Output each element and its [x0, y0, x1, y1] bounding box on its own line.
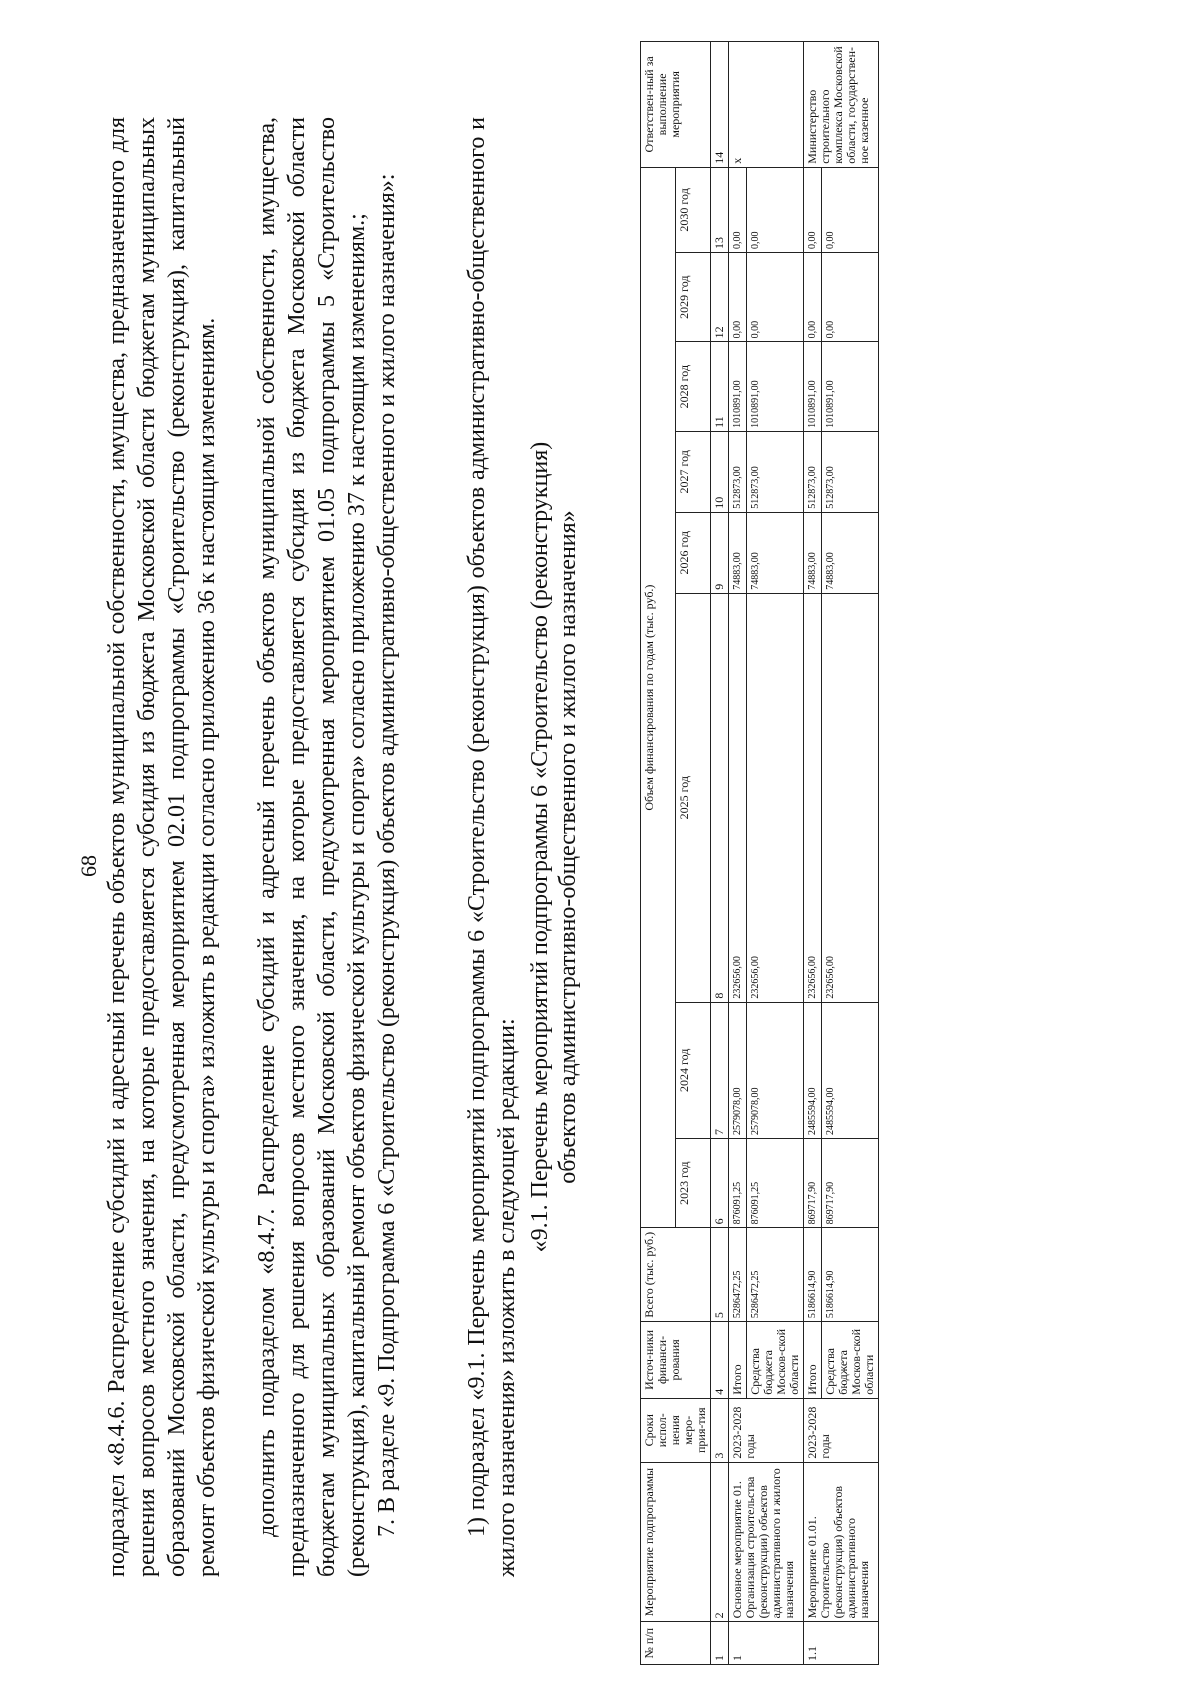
- row-source: Итого: [804, 1322, 822, 1399]
- row-2024: 2579078,00: [747, 1002, 804, 1138]
- row-2025: 232656,00: [729, 593, 747, 1002]
- row-2029: 0,00: [822, 252, 879, 341]
- header-year: 2028 год: [676, 342, 711, 431]
- financing-table: [640, 41, 879, 1665]
- header-responsible: Ответствен-ный за выполнение мероприятия: [641, 42, 711, 168]
- header-volume: Объем финансирования по годам (тыс. руб.): [641, 167, 676, 1228]
- column-number: 6: [711, 1138, 729, 1227]
- column-number: 3: [711, 1398, 729, 1462]
- table-row: [804, 42, 822, 1665]
- row-2025: 232656,00: [822, 593, 879, 1002]
- row-responsible: х: [729, 42, 804, 168]
- row-2026: 74883,00: [729, 512, 747, 593]
- header-year: 2025 год: [676, 593, 711, 1002]
- row-2023: 869717,90: [822, 1138, 879, 1227]
- row-2027: 512873,00: [804, 431, 822, 512]
- row-2027: 512873,00: [822, 431, 879, 512]
- row-2029: 0,00: [804, 252, 822, 341]
- column-number: 9: [711, 512, 729, 593]
- header-num: № п/п: [641, 1622, 711, 1665]
- column-number: 8: [711, 593, 729, 1002]
- row-2027: 512873,00: [729, 431, 747, 512]
- row-2026: 74883,00: [747, 512, 804, 593]
- header-year: 2023 год: [676, 1138, 711, 1227]
- row-2027: 512873,00: [747, 431, 804, 512]
- header-total: Всего (тыс. руб.): [641, 1228, 711, 1322]
- row-total: 5286472,25: [747, 1228, 804, 1322]
- row-terms: 2023-2028 годы: [729, 1398, 804, 1462]
- row-2024: 2579078,00: [729, 1002, 747, 1138]
- paragraph-8-4-6: подраздел «8.4.6. Распределение субсидий и адресный перечень объектов муниципальной собственности, имущества, предназначенного для решения вопросов местного значения, на которые предоставляется субсидия из бюджета Московской области бюджетам муниципальных образований Московской области, предусмотренная мероприятием 02.01 подпрограммы «Строительство (реконструкция), капитальный ремонт объектов физической культуры и спорта» изложить в редакции согласно приложению 36 к настоящим изменениям.: [104, 117, 220, 1577]
- row-measure: Мероприятие 01.01. Строительство (реконструкция) объектов административного назначения: [804, 1462, 879, 1622]
- row-source: Средства бюджета Москов-ской области: [822, 1322, 879, 1399]
- row-2028: 1010891,00: [822, 342, 879, 431]
- header-year: 2024 год: [676, 1002, 711, 1138]
- row-measure: Основное мероприятие 01. Организация строительства (реконструкции) объектов административного и жилого назначения: [729, 1462, 804, 1622]
- column-number-row: [711, 42, 729, 1665]
- header-year: 2026 год: [676, 512, 711, 593]
- row-total: 5186614,90: [804, 1228, 822, 1322]
- header-terms: Сроки испол-нения меро-прия-тия: [641, 1398, 711, 1462]
- row-2028: 1010891,00: [804, 342, 822, 431]
- paragraph-subsection-1: 1) подраздел «9.1. Перечень мероприятий подпрограммы 6 «Строительство (реконструкция) объектов административно-общественного и жилого назначения» изложить в следующей редакции:: [464, 117, 520, 1577]
- row-source: Средства бюджета Москов-ской области: [747, 1322, 804, 1399]
- header-measure: Мероприятие подпрограммы: [641, 1462, 711, 1622]
- column-number: 2: [711, 1462, 729, 1622]
- row-2023: 869717,90: [804, 1138, 822, 1227]
- row-2028: 1010891,00: [729, 342, 747, 431]
- header-year: 2027 год: [676, 431, 711, 512]
- header-source: Источ-ники финанси-рования: [641, 1322, 711, 1399]
- row-2024: 2485594,00: [822, 1002, 879, 1138]
- table-title-line1: «9.1. Перечень мероприятий подпрограммы 6 «Строительство (реконструкция): [527, 441, 553, 1253]
- row-2029: 0,00: [729, 252, 747, 341]
- row-2030: 0,00: [804, 167, 822, 252]
- header-year: 2029 год: [676, 252, 711, 341]
- row-total: 5186614,90: [822, 1228, 879, 1322]
- header-year: 2030 год: [676, 167, 711, 252]
- row-2025: 232656,00: [804, 593, 822, 1002]
- row-2030: 0,00: [822, 167, 879, 252]
- column-number: 11: [711, 342, 729, 431]
- row-2029: 0,00: [747, 252, 804, 341]
- row-2024: 2485594,00: [804, 1002, 822, 1138]
- paragraph-8-4-7: дополнить подразделом «8.4.7. Распределение субсидий и адресный перечень объектов муниципальной собственности, имущества, предназначенного для решения вопросов местного значения, на которые предоставляется субсидия из бюджета Московской области бюджетам муниципальных образований Московской области, предусмотренная мероприятием 01.05 подпрограммы 5 «Строительство (реконструкция), капитальный ремонт объектов физической культуры и спорта» согласно приложению 37 к настоящим изменениям.;: [254, 117, 370, 1577]
- row-terms: 2023-2028 годы: [804, 1398, 879, 1462]
- column-number: 12: [711, 252, 729, 341]
- row-2026: 74883,00: [822, 512, 879, 593]
- row-2023: 876091,25: [747, 1138, 804, 1227]
- table-title-line2: объектов административно-общественного и жилого назначения»: [555, 510, 581, 1184]
- column-number: 14: [711, 42, 729, 168]
- column-number: 7: [711, 1002, 729, 1138]
- row-2026: 74883,00: [804, 512, 822, 593]
- row-source: Итого: [729, 1322, 747, 1399]
- row-total: 5286472,25: [729, 1228, 747, 1322]
- paragraph-section-7: 7. В разделе «9. Подпрограмма 6 «Строительство (реконструкция) объектов административно-общественного и жилого назначения»:: [374, 173, 400, 1537]
- header-row-1: [641, 42, 676, 1665]
- column-number: 13: [711, 167, 729, 252]
- page-number: 68: [76, 855, 101, 877]
- row-num: 1: [729, 1622, 804, 1665]
- table-title: [526, 117, 582, 1577]
- row-responsible: Министерство строительного комплекса Московской области, государствен-ное казенное: [804, 42, 879, 168]
- column-number: 4: [711, 1322, 729, 1399]
- column-number: 5: [711, 1228, 729, 1322]
- row-2023: 876091,25: [729, 1138, 747, 1227]
- table-row: [729, 42, 747, 1665]
- row-2030: 0,00: [729, 167, 747, 252]
- row-num: 1.1: [804, 1622, 879, 1665]
- row-2028: 1010891,00: [747, 342, 804, 431]
- row-2025: 232656,00: [747, 593, 804, 1002]
- column-number: 10: [711, 431, 729, 512]
- column-number: 1: [711, 1622, 729, 1665]
- row-2030: 0,00: [747, 167, 804, 252]
